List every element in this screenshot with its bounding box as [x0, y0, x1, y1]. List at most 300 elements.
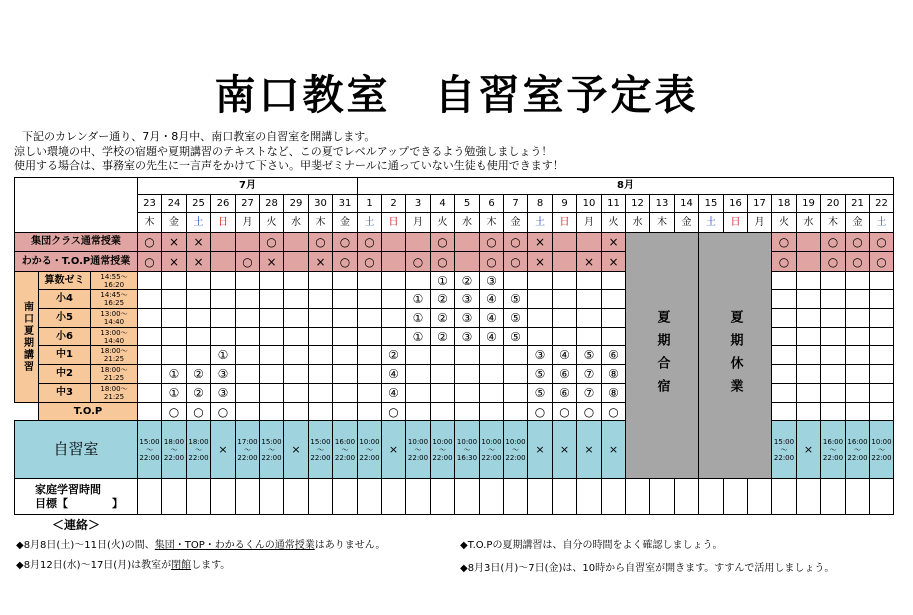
kaki-cell	[186, 327, 211, 346]
kaki-time	[90, 364, 138, 384]
kaki-time-part: 18:00～	[100, 366, 128, 374]
kaki-cell	[259, 327, 284, 346]
jishu-cell	[210, 420, 236, 479]
kaki-time-part: 18:00～	[100, 347, 128, 355]
gassyuku-block: 夏期合宿	[625, 232, 699, 479]
kaki-cell	[576, 271, 602, 290]
intro-line-2: 涼しい環境の中、学校の宿題や夏期講習のテキストなど、この夏でレベルアップできるよう勉強しましょう！	[14, 145, 553, 158]
jishu-time-part: 10:00	[407, 437, 429, 446]
shudan-cell	[796, 232, 821, 252]
kaki-cell	[796, 345, 821, 365]
kaki-cell: ③	[454, 308, 480, 328]
header-corner	[14, 177, 138, 233]
jishu-time-part: ～	[146, 445, 153, 454]
note-3: ◆T.O.Pの夏期講習は、自分の時間をよく確認しましょう。	[460, 540, 723, 551]
date-cell: 22	[869, 194, 894, 213]
weekday-cell: 日	[723, 212, 748, 233]
jishu-time-part: 16:00	[847, 437, 868, 446]
date-cell: 23	[137, 194, 162, 213]
wakaru-cell: ○	[235, 251, 260, 272]
jishu-cell	[381, 420, 406, 479]
kaki-cell: ①	[405, 289, 431, 309]
kaki-cell	[454, 364, 480, 384]
date-cell: 24	[161, 194, 187, 213]
jishu-cell	[283, 420, 309, 479]
jishu-time-part: 22:00	[261, 453, 282, 462]
top-cell: ○	[186, 402, 211, 421]
kaki-cell	[845, 289, 870, 309]
kaki-cell	[430, 383, 455, 403]
kaki-cell	[161, 308, 187, 328]
kaki-cell	[332, 383, 358, 403]
jishu-cell	[332, 420, 358, 479]
kaki-cell	[137, 345, 162, 365]
shudan-cell: ○	[137, 232, 162, 252]
kaki-cell	[357, 383, 382, 403]
kaki-cell	[845, 327, 870, 346]
kaki-cell	[137, 383, 162, 403]
kaki-cell	[137, 271, 162, 290]
weekday-cell: 土	[869, 212, 894, 233]
kaki-cell	[503, 383, 528, 403]
kaki-cell: ⑤	[503, 327, 528, 346]
kaki-cell	[576, 308, 602, 328]
kaki-cell	[820, 345, 846, 365]
date-cell: 21	[845, 194, 870, 213]
jishu-time-part: ～	[463, 445, 471, 454]
kaki-cell	[137, 364, 162, 384]
kaki-cell	[137, 308, 162, 328]
kaki-cell: ②	[186, 364, 211, 384]
shudan-cell: ×	[601, 232, 626, 252]
kaki-cell	[845, 308, 870, 328]
kaki-cell	[845, 383, 870, 403]
kaki-cell	[381, 271, 406, 290]
jishu-time-part: 10:00	[481, 437, 502, 446]
shudan-cell: ×	[186, 232, 211, 252]
kaki-cell	[210, 289, 236, 309]
wakaru-cell: ○	[869, 251, 894, 272]
kaki-time-part: 16:25	[103, 299, 125, 307]
jishu-time-part: 22:00	[163, 453, 185, 462]
jishu-cell	[259, 420, 284, 479]
kaki-cell	[259, 364, 284, 384]
kaki-name: 中2	[38, 364, 91, 384]
katei-label	[14, 478, 138, 515]
weekday-cell: 土	[698, 212, 724, 233]
wakaru-cell: ○	[503, 251, 528, 272]
kaki-cell	[796, 271, 821, 290]
note-2: ◆8月12日(水)～17日(月)は教室が閉館します。	[16, 560, 231, 571]
kaki-cell	[454, 345, 480, 365]
kaki-cell: ⑥	[601, 345, 626, 365]
date-cell: 29	[283, 194, 309, 213]
kaki-time	[90, 345, 138, 365]
jishu-cell	[479, 420, 504, 479]
jishu-time-part: ～	[488, 445, 495, 454]
jishu-time-part: 22:00	[822, 453, 844, 462]
date-cell: 6	[479, 194, 504, 213]
kaki-cell: ④	[479, 308, 504, 328]
kaki-cell	[601, 308, 626, 328]
wakaru-cell: ×	[161, 251, 187, 272]
jishu-cell	[405, 420, 431, 479]
note-1: ◆8月8日(土)～11日(火)の間、集団・TOP・わかるくんの通常授業はありません。	[16, 540, 386, 551]
date-cell: 13	[649, 194, 675, 213]
kaki-cell	[796, 327, 821, 346]
top-cell	[430, 402, 455, 421]
intro-line-3: 使用する場合は、事務室の先生に一言声をかけて下さい。甲斐ゼミナールに通っていない生徒も使用できます！	[14, 159, 564, 172]
top-cell: ○	[552, 402, 577, 421]
kaki-time	[90, 327, 138, 346]
jishu-time-part: ～	[854, 445, 861, 454]
row-label-shudan: 集団クラス通常授業	[14, 232, 138, 252]
jishu-cell	[845, 420, 870, 479]
top-cell	[454, 402, 480, 421]
weekday-cell: 水	[796, 212, 821, 233]
kaki-name: 小4	[38, 289, 91, 309]
weekday-cell: 水	[283, 212, 309, 233]
katei-cell	[405, 478, 431, 515]
kaki-cell	[820, 327, 846, 346]
kaki-cell	[137, 327, 162, 346]
top-cell	[845, 402, 870, 421]
jishu-time-part: ～	[170, 445, 178, 454]
kaki-name: 小6	[38, 327, 91, 346]
jishu-time-part: ～	[414, 445, 422, 454]
kaki-cell	[186, 345, 211, 365]
date-cell: 28	[259, 194, 284, 213]
jishu-cell	[454, 420, 480, 479]
kaki-cell	[283, 364, 309, 384]
kaki-cell	[405, 271, 431, 290]
kaki-cell: ①	[210, 345, 236, 365]
shudan-cell	[283, 232, 309, 252]
katei-cell	[186, 478, 211, 515]
weekday-cell: 金	[332, 212, 358, 233]
kaki-cell: ①	[161, 383, 187, 403]
kaki-cell	[771, 327, 797, 346]
kaki-cell: ③	[527, 345, 553, 365]
top-cell: ○	[576, 402, 602, 421]
jishu-time-part: 22:00	[847, 453, 868, 462]
jishu-cell	[503, 420, 528, 479]
weekday-cell: 日	[381, 212, 406, 233]
kaki-cell: ⑧	[601, 383, 626, 403]
top-cell	[259, 402, 284, 421]
kaki-time	[90, 289, 138, 309]
shudan-cell	[381, 232, 406, 252]
jishu-time-part: ～	[780, 445, 788, 454]
weekday-cell: 金	[503, 212, 528, 233]
kaki-cell: ⑤	[503, 289, 528, 309]
notes-heading: ＜連絡＞	[52, 518, 101, 532]
katei-text: 家庭学習時間	[35, 482, 101, 496]
wakaru-cell: ○	[405, 251, 431, 272]
jishu-cell	[161, 420, 187, 479]
kaki-cell	[601, 327, 626, 346]
weekday-cell: 月	[235, 212, 260, 233]
kaki-cell	[283, 327, 309, 346]
kaki-cell	[771, 289, 797, 309]
intro-line-1: 下記のカレンダー通り、7月・8月中、南口教室の自習室を開講します。	[22, 130, 376, 143]
katei-cell	[454, 478, 480, 515]
kaki-cell	[283, 289, 309, 309]
jishu-cell	[576, 420, 602, 479]
kaki-cell: ③	[454, 289, 480, 309]
kaki-cell	[259, 271, 284, 290]
jishu-time-part: 18:00	[163, 437, 185, 446]
shudan-cell: ○	[845, 232, 870, 252]
jishu-time-part: 15:00	[773, 437, 795, 446]
weekday-cell: 木	[137, 212, 162, 233]
date-cell: 25	[186, 194, 211, 213]
jishu-cell	[820, 420, 846, 479]
jishu-time-part: ～	[439, 445, 446, 454]
top-cell	[479, 402, 504, 421]
jishu-time-part: 22:00	[432, 453, 453, 462]
kaki-time	[90, 308, 138, 328]
kaki-cell	[820, 308, 846, 328]
jishu-cell	[869, 420, 894, 479]
jishu-cell	[601, 420, 626, 479]
kaki-cell	[210, 271, 236, 290]
katei-cell	[723, 478, 748, 515]
wakaru-cell	[454, 251, 480, 272]
jishu-time-part: 10:00	[456, 437, 478, 446]
top-cell	[796, 402, 821, 421]
date-cell: 4	[430, 194, 455, 213]
date-cell: 12	[625, 194, 650, 213]
kaki-cell	[576, 289, 602, 309]
kaki-cell	[259, 289, 284, 309]
kaki-cell	[796, 308, 821, 328]
weekday-cell: 日	[210, 212, 236, 233]
date-cell: 2	[381, 194, 406, 213]
jishu-time-part: ×	[388, 442, 399, 456]
weekday-cell: 日	[552, 212, 577, 233]
kaki-time-part: 21:25	[103, 393, 125, 401]
kaki-cell	[820, 289, 846, 309]
kaki-cell	[381, 308, 406, 328]
katei-cell	[552, 478, 577, 515]
shudan-cell: ○	[259, 232, 284, 252]
jishu-cell	[796, 420, 821, 479]
jishu-time-part: ～	[317, 445, 324, 454]
date-cell: 15	[698, 194, 724, 213]
kaki-cell	[820, 364, 846, 384]
wakaru-cell: ×	[259, 251, 284, 272]
katei-cell	[820, 478, 846, 515]
jishu-cell	[137, 420, 162, 479]
shudan-cell	[210, 232, 236, 252]
kaki-cell	[235, 364, 260, 384]
katei-cell	[771, 478, 797, 515]
weekday-cell: 火	[430, 212, 455, 233]
kaki-cell	[869, 271, 894, 290]
jishu-time-part: 22:00	[188, 453, 209, 462]
jishu-time-part: 22:00	[481, 453, 502, 462]
top-cell	[405, 402, 431, 421]
kaki-cell	[332, 289, 358, 309]
kaki-cell: ④	[381, 383, 406, 403]
kaki-cell	[869, 289, 894, 309]
jishu-time-part: 16:00	[822, 437, 844, 446]
wakaru-cell: ○	[845, 251, 870, 272]
jishu-time-part: ～	[195, 445, 202, 454]
kaki-cell	[381, 327, 406, 346]
kaki-cell	[381, 289, 406, 309]
kaki-cell: ②	[454, 271, 480, 290]
kaki-cell	[771, 383, 797, 403]
weekday-cell: 木	[308, 212, 333, 233]
kaki-cell	[845, 364, 870, 384]
kaki-cell	[186, 289, 211, 309]
kaki-cell	[527, 308, 553, 328]
weekday-cell: 土	[357, 212, 382, 233]
kaki-cell	[405, 364, 431, 384]
kaki-cell	[283, 308, 309, 328]
shudan-cell: ○	[869, 232, 894, 252]
date-cell: 8	[527, 194, 553, 213]
weekday-cell: 火	[771, 212, 797, 233]
katei-cell	[283, 478, 309, 515]
kaki-name: 中1	[38, 345, 91, 365]
kaki-time-part: 14:55～	[100, 272, 128, 281]
jishu-time-part: ～	[244, 445, 251, 454]
kaki-cell	[771, 364, 797, 384]
kaki-cell	[405, 383, 431, 403]
kaki-cell	[357, 345, 382, 365]
kaki-side-label: 南口夏期講習	[14, 271, 39, 403]
shudan-cell: ○	[308, 232, 333, 252]
weekday-cell: 火	[601, 212, 626, 233]
top-cell	[820, 402, 846, 421]
kaki-cell: ⑤	[503, 308, 528, 328]
wakaru-cell: ○	[820, 251, 846, 272]
kaki-cell	[357, 271, 382, 290]
date-cell: 1	[357, 194, 382, 213]
weekday-cell: 金	[845, 212, 870, 233]
kaki-cell	[845, 271, 870, 290]
jishu-time-part: 10:00	[871, 437, 892, 446]
katei-text: 目標【 】	[35, 496, 123, 510]
kaki-cell	[796, 383, 821, 403]
kaki-cell: ①	[405, 308, 431, 328]
top-cell	[503, 402, 528, 421]
kaki-cell	[332, 345, 358, 365]
kaki-time-part: 13:00～	[100, 310, 128, 318]
wakaru-cell: ×	[186, 251, 211, 272]
jishu-cell	[771, 420, 797, 479]
shudan-cell	[576, 232, 602, 252]
note-4: ◆8月3日(月)～7日(金)は、10時から自習室が開きます。すすんで活用しましょう。	[460, 563, 835, 574]
kaki-cell	[454, 383, 480, 403]
jishu-time-part: 15:00	[310, 437, 331, 446]
jishu-cell	[357, 420, 382, 479]
kaki-cell: ④	[552, 345, 577, 365]
shudan-cell: ○	[430, 232, 455, 252]
jishu-time-part: 16:30	[456, 453, 478, 462]
kaki-time-part: 16:20	[103, 280, 125, 289]
kaki-cell	[332, 364, 358, 384]
katei-cell	[601, 478, 626, 515]
kaki-cell: ④	[479, 327, 504, 346]
kaki-cell	[161, 271, 187, 290]
kaki-cell	[527, 289, 553, 309]
kaki-cell	[430, 345, 455, 365]
kaki-cell	[137, 289, 162, 309]
weekday-cell: 土	[186, 212, 211, 233]
katei-cell	[259, 478, 284, 515]
kaki-time	[90, 383, 138, 403]
kaki-cell	[357, 289, 382, 309]
katei-cell	[503, 478, 528, 515]
jishu-time-part: ×	[608, 442, 619, 456]
weekday-cell: 火	[259, 212, 284, 233]
wakaru-cell: ×	[527, 251, 553, 272]
kaki-cell	[235, 308, 260, 328]
wakaru-cell: ○	[332, 251, 358, 272]
katei-cell	[357, 478, 382, 515]
jishu-time-part: 15:00	[139, 437, 160, 446]
jishu-time-part: ×	[218, 442, 228, 456]
kaki-cell	[796, 364, 821, 384]
top-cell	[283, 402, 309, 421]
jishu-time-part: 16:00	[334, 437, 356, 446]
katei-cell	[747, 478, 772, 515]
kaki-cell	[308, 383, 333, 403]
jishu-time-part: 22:00	[237, 453, 258, 462]
wakaru-cell: ×	[308, 251, 333, 272]
kaki-name: 小5	[38, 308, 91, 328]
top-cell	[137, 402, 162, 421]
weekday-cell: 月	[747, 212, 772, 233]
top-cell: ○	[527, 402, 553, 421]
top-cell: ○	[601, 402, 626, 421]
kaki-cell: ④	[381, 364, 406, 384]
kaki-cell	[283, 271, 309, 290]
kaki-cell	[332, 308, 358, 328]
kaki-cell	[332, 271, 358, 290]
jishu-time-part: ～	[268, 445, 275, 454]
kaki-cell	[479, 345, 504, 365]
kaki-cell	[869, 308, 894, 328]
date-cell: 7	[503, 194, 528, 213]
jishu-time-part: ～	[878, 445, 885, 454]
jishu-time-part: 22:00	[139, 453, 160, 462]
wakaru-cell: ○	[357, 251, 382, 272]
jishu-time-part: 10:00	[432, 437, 453, 446]
weekday-cell: 土	[527, 212, 553, 233]
weekday-cell: 金	[674, 212, 699, 233]
weekday-cell: 木	[649, 212, 675, 233]
kaki-cell	[235, 327, 260, 346]
kaki-cell: ②	[381, 345, 406, 365]
kaki-cell	[259, 383, 284, 403]
kaki-cell: ⑦	[576, 383, 602, 403]
kaki-cell	[820, 271, 846, 290]
jishu-cell	[186, 420, 211, 479]
jishu-time-part: 22:00	[310, 453, 331, 462]
wakaru-cell: ×	[601, 251, 626, 272]
wakaru-cell	[552, 251, 577, 272]
kaki-cell	[357, 327, 382, 346]
date-cell: 9	[552, 194, 577, 213]
kaki-cell	[771, 308, 797, 328]
weekday-cell: 月	[405, 212, 431, 233]
kaki-cell	[357, 364, 382, 384]
